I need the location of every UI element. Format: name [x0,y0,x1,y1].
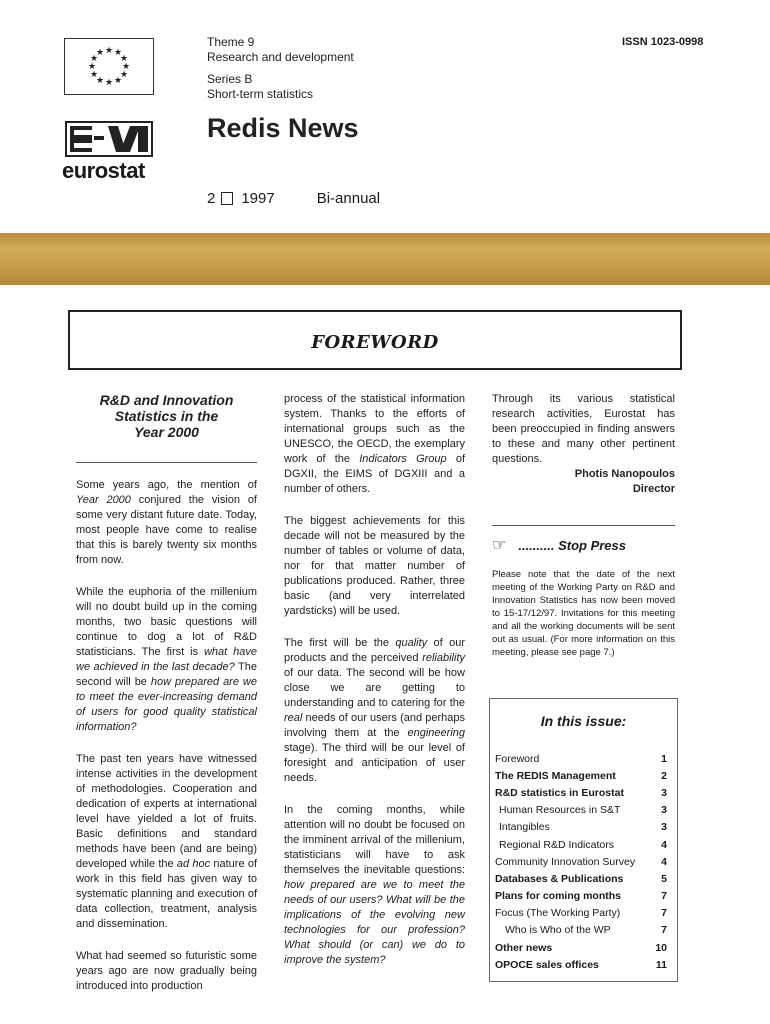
stop-press-rule [492,525,675,526]
heading-line-1: R&D and Innovation [99,392,234,408]
theme-name: Research and development [207,50,354,64]
svg-text:★: ★ [104,78,114,88]
pointing-hand-icon: ☞ [492,537,507,554]
paragraph: Through its various statistical research activities, Eurostat has been preoccupied in finding answers to these and many other pertinent questions. [492,393,675,465]
svg-text:★: ★ [119,54,129,64]
heading-line-2: Statistics in the [114,408,219,424]
toc-item[interactable]: R&D statistics in Eurostat 3 [495,786,667,799]
stop-press-label: .......... Stop Press [518,537,626,553]
eu-flag-icon [64,38,154,95]
toc-item[interactable]: Plans for coming months 7 [495,890,667,903]
table-of-contents [495,750,667,973]
paragraph: process of the statistical information system. Thanks to the efforts of international groups such as the UNESCO, the OECD, the exemplary work of the Indicators Group of DGXII, the EIMS of DGXIII and a number of others. [284,393,466,495]
toc-item[interactable]: Focus (The Working Party) 7 [495,907,667,920]
issue-frequency: Bi-annual [316,190,381,207]
column-2 [284,392,465,985]
toc-item[interactable]: Intangibles 3 [499,821,667,834]
toc-item[interactable]: The REDIS Management 2 [495,769,667,782]
svg-text:★: ★ [113,48,123,58]
series-name: Short-term statistics [207,87,314,101]
in-this-issue-title: In this issue: [540,713,627,729]
heading-rule [76,462,257,463]
toc-item[interactable]: Community Innovation Survey 4 [495,855,667,868]
column-1 [76,392,257,1011]
newsletter-title: Redis News [207,113,359,143]
svg-text:★: ★ [87,62,97,72]
theme-number: Theme 9 [207,35,255,49]
svg-text:★: ★ [119,70,129,80]
paragraph: What had seemed so futuristic some years ago are now gradually being introduced into production [76,950,257,992]
issue-year: 1997 [241,190,275,207]
paragraph: The biggest achievements for this decade will not be measured by the number of tables or volume of data, nor for that matter number of publications produced. Rather, three basic (and very interrelated yardsticks) will be used. [284,515,465,617]
issue-line [207,190,380,207]
foreword-banner [68,310,682,370]
signature-title: Director [632,483,675,495]
paragraph: While the euphoria of the millenium will no doubt build up in the coming months, two basic questions will continue to dog a lot of R&D statisticians. The first is what have we achieved in the last decade? The second will be how prepared are we to meet the ever-increasing demand of users for good quality statistical information? [76,586,257,733]
toc-item[interactable]: Human Resources in S&T 3 [499,804,667,817]
stop-press-heading [492,535,675,555]
article-heading [76,392,257,440]
series-letter: Series B [207,72,253,86]
gold-band-divider [0,233,770,285]
svg-text:★: ★ [95,48,105,58]
checkbox-glyph [221,192,233,205]
toc-item[interactable]: OPOCE sales offices 11 [495,958,667,971]
paragraph: In the coming months, while attention will no doubt be focused on the imminent arrival of the millenium, statisticians will have to ask themselves the inevitable questions: how prepared are we to meet the needs of our users? What will be the implications of the evolving new technologies for our profession? What should (or can) we do to improve the system? [284,804,465,966]
paragraph: The past ten years have witnessed intense activities in the development of methodologies. Cooperation and dedication of experts at international level have yielded a lot of fruits. Basic definitions and standard methods have been (and are being) developed while the ad hoc nature of work in this field has given way to systematic planning and execution of data collection, treatment, analysis and dissemination. [76,753,257,930]
eurostat-wordmark: eurostat [62,158,145,183]
svg-text:★: ★ [104,46,114,56]
paragraph: Some years ago, the mention of Year 2000 conjured the vision of some very distant future date. Today, most people have come to realise that this is barely twenty six months from now. [76,479,257,566]
toc-item[interactable]: Foreword 1 [495,752,667,765]
series-header [207,35,354,102]
column-3 [492,392,675,497]
stop-press-text: Please note that the date of the next meeting of the Working Party on R&D and Innovation Statistics has now been moved to 15-17/12/97. Invitations for this meeting and all the working documents will be sent out as usual. (For more information on this meeting, please see page 7.) [492,569,675,658]
toc-item[interactable]: Regional R&D Indicators 4 [499,838,667,851]
toc-item[interactable]: Databases & Publications 5 [495,872,667,885]
svg-text:★: ★ [89,70,99,80]
foreword-title: FOREWORD [311,332,439,353]
in-this-issue-box [489,698,678,982]
svg-text:★: ★ [95,76,105,86]
signature-name: Photis Nanopoulos [574,468,675,480]
toc-item[interactable]: Other news 10 [495,941,667,954]
toc-item[interactable]: Who is Who of the WP 7 [505,924,667,937]
issue-number: 2 [207,190,216,207]
paragraph: The first will be the quality of our products and the perceived reliability of our data. The second will be how close we are getting to understanding and to catering for the real needs of our users (and perhaps involving them at the engineering stage). The third will be our level of foresight and anticipation of user needs. [284,637,465,784]
heading-line-3: Year 2000 [134,424,199,440]
svg-text:★: ★ [121,62,131,72]
issn-number: ISSN 1023-0998 [622,36,704,48]
svg-text:★: ★ [89,54,99,64]
svg-text:★: ★ [113,76,123,86]
